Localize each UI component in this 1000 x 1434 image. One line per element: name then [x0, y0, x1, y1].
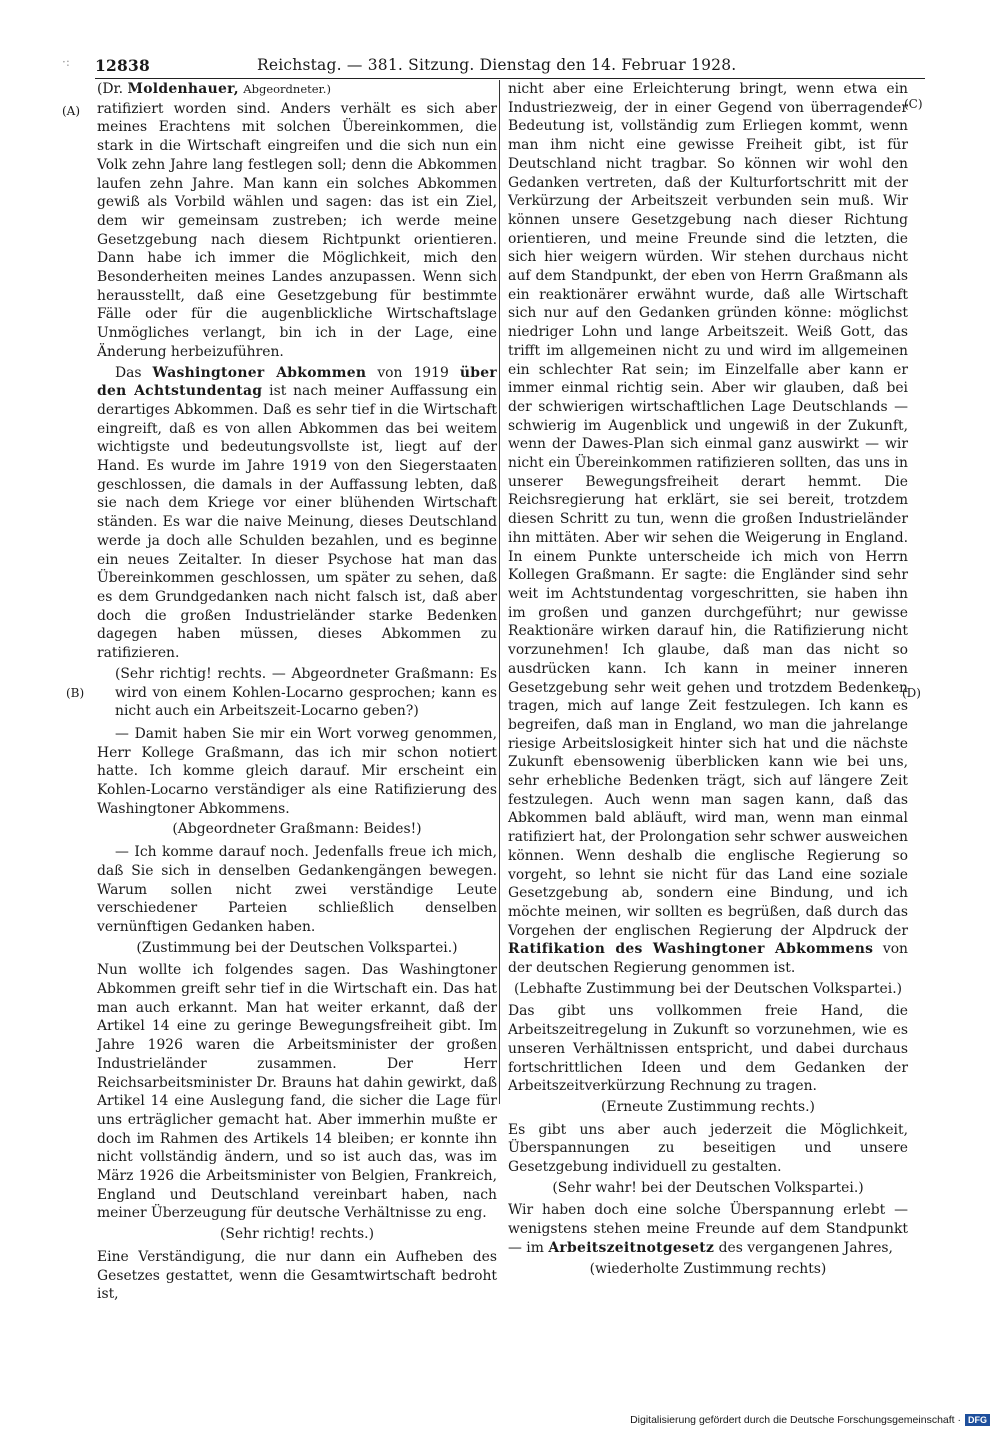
- paragraph: Es gibt uns aber auch jederzeit die Möglichkeit, Überspannungen zu beseitigen und unsere Gesetzgebung individuell zu gestalten.: [508, 1121, 908, 1176]
- paragraph: — Ich komme darauf noch. Jedenfalls freue ich mich, daß Sie sich in denselben Gedankengängen bewegen. Warum sollen nicht zwei verständige Leute verschiedener Parteien schließlich denselben vernünftigen Gedanken haben.: [97, 844, 497, 935]
- paragraph: Eine Verständigung, die nur dann ein Aufheben des Gesetzes gestattet, wenn die Gesamtwirtschaft bedroht ist,: [97, 1248, 497, 1303]
- margin-marker-c: (C): [904, 97, 923, 111]
- speaker-role: Abgeordneter.): [243, 82, 331, 96]
- paragraph: — Damit haben Sie mir ein Wort vorweg genommen, Herr Kollege Graßmann, das ich mir schon notiert hatte. Ich komme gleich darauf. Mir erscheint ein Kohlen-Locarno verständiger als eine Ratifizierung des Washingtoner Abkommens.: [97, 725, 497, 817]
- interjection: (Sehr wahr! bei der Deutschen Volkspartei.): [552, 1179, 864, 1196]
- interjection: (Zustimmung bei der Deutschen Volkspartei.): [136, 939, 458, 956]
- paragraph: ratifiziert worden sind. Anders verhält es sich aber meines Erachtens mit solchen Übereinkommen, die stark in die Wirtschaft eingreifen und die sich nun ein Volk zehn Jahre lang festlegen soll; denn die Abkommen laufen zehn Jahre. Man kann ein solches Abkommen gewiß als Vorbild wählen und sagen: das ist ein Ziel, dem wir gemeinsam zustreben; ich werde meine Gesetzgebung nach diesem Richtpunkt orientieren. Dann habe ich immer die Möglichkeit, mich den Besonderheiten meines Landes anzupassen. Wenn sich herausstellt, daß eine Gesetzgebung für bestimmte Fälle oder für die augenblickliche Wirtschaftslage Unmögliches verlangt, bin ich in der Lage, eine Änderung herbeizuführen.: [97, 100, 497, 360]
- interjection: (wiederholte Zustimmung rechts): [589, 1260, 827, 1277]
- footer-credit: [560, 1414, 990, 1426]
- footer-text: Digitalisierung gefördert durch die Deutsche Forschungsgemeinschaft ·: [630, 1414, 961, 1426]
- right-column: [508, 80, 908, 1282]
- interjection: (Sehr richtig! rechts. — Abgeordneter Graßmann: Es wird von einem Kohlen-Locarno gesprochen; kann es nicht auch ein Arbeitszeit-Locarno geben?): [115, 665, 497, 720]
- page-number: 12838: [95, 56, 150, 75]
- emphasis: Ratifikation des Washingtoner Abkommens: [508, 941, 874, 958]
- paragraph: Nun wollte ich folgendes sagen. Das Washingtoner Abkommen greift sehr tief in die Wirtschaft ein. Das hat man auch erkannt. Man hat weiter erkannt, daß der Artikel 14 eine zu geringe Bewegungsfreiheit gibt. Im Jahre 1926 waren die Arbeitsminister der großen Industrieländer zusammen. Der Herr Reichsarbeitsminister Dr. Brauns hat dahin gewirkt, daß Artikel 14 eine Auslegung fand, die sicher die Lage für uns erträglicher gemacht hat. Aber immerhin mußte er doch im Rahmen des Artikels 14 bleiben; er konnte ihn nicht vollständig ändern, und so ist auch das, was im März 1926 die Arbeitsminister von Belgien, Frankreich, England und Deutschland vereinbart haben, nach meiner Überzeugung für deutsche Verhältnisse zu eng.: [97, 962, 497, 1222]
- emphasis: Washingtoner Abkommen: [152, 364, 367, 381]
- interjection: (Abgeordneter Graßmann: Beides!): [172, 821, 422, 838]
- interjection: (Lebhafte Zustimmung bei der Deutschen Volkspartei.): [513, 980, 903, 997]
- emphasis: Arbeitszeitnotgesetz: [548, 1239, 715, 1256]
- margin-marker-d: (D): [902, 686, 921, 700]
- interjection: (Erneute Zustimmung rechts.): [601, 1098, 815, 1115]
- paragraph: Das gibt uns vollkommen freie Hand, die Arbeitszeitregelung in Zukunft so vorzunehmen, wie es unseren Verhältnissen entspricht, und dabei durchaus fortschrittlichen Ideen und dem Gedanken der Arbeitszeitverkürzung Rechnung zu tragen.: [508, 1003, 908, 1095]
- paragraph: nicht aber eine Erleichterung bringt, wenn etwa ein Industriezweig, der in einer Gegend von überragender Bedeutung ist, vollständig zum Erliegen kommt, wenn man ihm nicht eine gewisse Freiheit gibt, ist für Deutschland nicht tragbar. So können wir wohl den Gedanken vertreten, daß der Kulturfortschritt mit der Verkürzung der Arbeitszeit verbunden sein muß. Wir können unsere Gesetzgebung nach dieser Richtung orientieren, und meine Freunde sind die letzten, die sich hier weigern würden. Wir stehen durchaus nicht auf dem Standpunkt, der eben von Herrn Graßmann als ein reaktionärer erwähnt wurde, daß alle Wirtschaft sich nur auf den Gedanken gründen könne: möglichst niedriger Lohn und lange Arbeitszeit. Weiß Gott, das trifft im allgemeinen nicht zu und wird im allgemeinen ein schlechter Rat sein; im Einzelfalle aber kann er immer einmal richtig sein. Aber wir glauben, daß bei der schwierigen wirtschaftlichen Lage Deutschlands — schwierig im Augenblick und ungewiß in der Zukunft, wenn der Dawes-Plan sich einmal ganz auswirkt — wir nicht ein Übereinkommen ratifizieren sollten, das uns in unserer Bewegungsfreiheit derart hemmt. Die Reichsregierung hat erklärt, sie sei bereit, trotzdem diesen Schritt zu tun, wenn die großen Industrieländer ihn mittäten. Aber wir sehen die Weigerung in England. In einem Punkte unterscheide ich mich von Herrn Kollegen Graßmann. Er sagte: die Engländer sind sehr weit im Achtstundentag vorgeschritten, sie haben ihn im großen und ganzen durchgeführt; nur gewisse Reaktionäre wirken darauf hin, die Ratifizierung nicht vorzunehmen! Ich glaube, daß man das nicht so ausdrücken kann. Ich kann in meiner inneren Gesetzgebung sehr weit gehen und trotzdem Bedenken tragen, mich auf lange Zeit festzulegen. Ich kann es begreifen, daß man in England, wo man die jahrelange riesige Arbeitslosigkeit hinter sich hat und die nächste Zukunft ebensowenig überblicken kann wie bei uns, sehr erhebliche Bedenken trägt, sich auf längere Zeit festzulegen. Auch wenn man sagen kann, daß das Abkommen bald abläuft, wird man, wenn man einmal ratifiziert hat, der Prolongation sehr schwer ausweichen können. Wenn deshalb die englische Regierung so vorgeht, so lehnt sie nicht für das Land eine soziale Gesetzgebung ab, sondern eine Bindung, und ich möchte meinen, wir sollten es begrüßen, daß durch das Vorgehen der englischen Regierung der Alpdruck der Ratifikation des Washingtoner Abkommens von der deutschen Regierung genommen ist.: [508, 81, 909, 977]
- dfg-logo: DFG: [965, 1414, 990, 1426]
- column-divider: [499, 80, 500, 1104]
- margin-marker-b: (B): [66, 686, 85, 700]
- speaker-open: (Dr.: [97, 81, 124, 97]
- interjection: (Sehr richtig! rechts.): [219, 1226, 374, 1243]
- speaker-line: [97, 80, 497, 99]
- speaker-name: Moldenhauer,: [127, 81, 239, 97]
- left-column: [97, 80, 497, 1306]
- paragraph: Das Washingtoner Abkommen von 1919 über den Achtstundentag ist nach meiner Auffassung ein derartiges Abkommen. Daß es sehr tief in die Wirtschaft eingreift, daß es von allen Abkommen das bei weitem wichtigste und bedeutungsvollste ist, liegt auf der Hand. Es wurde im Jahre 1919 von den Siegerstaaten geschlossen, die damals in der Auffassung lebten, daß sie nach dem Kriege vor einer blühenden Wirtschaft ständen. Es war die naive Meinung, dieses Deutschland werde ja doch alle Schulden bezahlen, und es beginne ein neues Zeitalter. In dieser Psychose hat man das Übereinkommen geschlossen, um später zu sehen, daß es dem Grundgedanken nach nicht falsch ist, daß aber doch die großen Industrieländer starke Bedenken dagegen haben müssen, dieses Abkommen zu ratifizieren.: [97, 364, 497, 662]
- emphasis: über den Achtstundentag: [97, 364, 497, 400]
- scan-mark: ·:: [62, 55, 70, 69]
- paragraph: Wir haben doch eine solche Überspannung erlebt — wenigstens stehen meine Freunde auf dem Standpunkt — im Arbeitszeitnotgesetz des vergangenen Jahres,: [508, 1202, 908, 1256]
- margin-marker-a: (A): [62, 104, 81, 118]
- page-header: [95, 52, 925, 79]
- running-title: Reichstag. — 381. Sitzung. Dienstag den 14. Februar 1928.: [257, 56, 737, 74]
